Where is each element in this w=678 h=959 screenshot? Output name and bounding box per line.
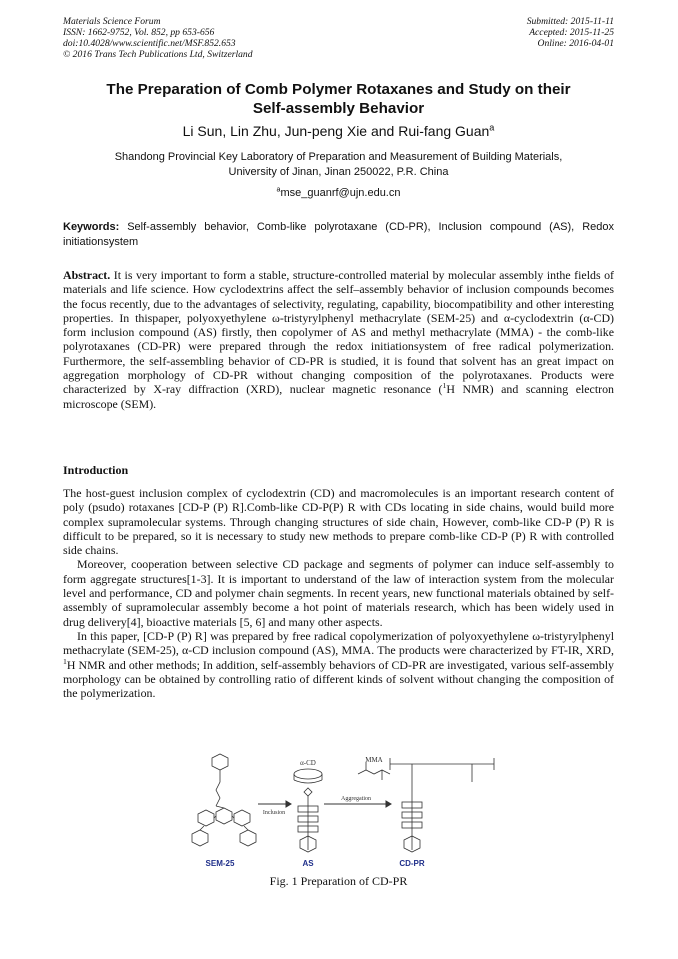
reaction-arrows [258,801,391,807]
submitted-date: Submitted: 2015-11-11 [526,16,614,27]
author-email [63,186,614,200]
arrow-inclusion-label: Inclusion [262,810,286,816]
running-header [63,16,614,64]
title-line-2: Self-assembly Behavior [252,100,425,117]
paper-title [63,80,614,118]
keywords-label: Keywords: [63,221,120,233]
abstract-text-b: H NMR) and scanning electron microscope (SEM). [63,382,614,411]
intro-paragraph-1: The host-guest inclusion complex of cyclodextrin (CD) and macromolecules is an important research content of poly (psudo) rotaxanes [CD-P (P) R].Comb-like CD-P(P) R with CDs locating in side chains, would build more complex supramolecular systems. Through changing structures of side chain, However, comb-like CD-P (P) R is difficult to be prepared, so it is necessary to study new methods to prepare comb-like CD-P (P) R with controlled side chains. [63,486,614,558]
introduction-body [63,486,614,700]
as-structure [298,788,318,852]
email-affil-mark: a [276,185,281,194]
abstract [63,268,614,411]
mma-structure [358,762,390,780]
title-line-1: The Preparation of Comb Polymer Rotaxanes and Study on their [106,81,571,98]
scheme-texts [263,756,383,816]
scheme-figure [190,752,500,870]
keywords [63,220,614,250]
reagent-mma-label: MMA [365,756,383,764]
email-address[interactable]: mse_guanrf@ujn.edu.cn [280,187,401,199]
affiliation [63,150,614,180]
intro-p3-sup: 1 [63,656,67,666]
abstract-text-a: It is very important to form a stable, structure-controlled material by molecular assembly inthe fields of materials and life science. How cyclodextrins affect the self–assembly behavior of inclusion compounds becomes the focus recently, due to the advantages of selectivity, regulating, capability, biocompatibility and other interesting properties. In thispaper, polyoxyethylene ω-tristyrylphenyl methacrylate (SEM-25) and α-cyclodextrin (α-CD) form inclusion compound (AS) firstly, then copolymer of AS and methyl methacrylate (MMA) - the comb-like polyrotaxanes (CD-PR) were prepared through the redox initiationsystem of free radical polymerization. Furthermore, the self-assembling behavior of CD-PR is studied, it is found that solvent has an great impact on aggregation morphology of CD-PR without changing composition of the polyrotaxanes. Products were characterized by X-ray diffraction (XRD), nuclear magnetic resonance ( [63,268,614,397]
accepted-date: Accepted: 2015-11-25 [529,27,614,38]
label-sem-25: SEM-25 [205,859,235,868]
author-names: Li Sun, Lin Zhu, Jun-peng Xie and Rui-fang Guan [182,123,490,139]
cd-pr-structure [390,758,494,852]
keywords-text: Self-assembly behavior, Comb-like polyrotaxane (CD-PR), Inclusion compound (AS), Redox initiationsystem [63,221,614,248]
intro-paragraph-2: Moreover, cooperation between selective CD package and segments of polymer can induce self-assembly to form aggregate structures[1-3]. It is important to understand of the law of interaction system from the molecular level and performance, CD and polymer chain segments. In recent years, new functional materials obtained by self-assembly of supramolecular assembly become a hot point of materials research, which has been widely used in drug delivery[4], bioactive materials [5, 6] and many other aspects. [63,557,614,629]
online-date: Online: 2016-04-01 [537,38,614,49]
author-affil-mark: a [489,122,495,133]
reaction-scheme [190,752,500,870]
copyright: © 2016 Trans Tech Publications Ltd, Switzerland [63,49,253,60]
intro-paragraph-3 [63,629,614,700]
section-heading-introduction: Introduction [63,463,129,477]
author-list [63,123,614,140]
abstract-sup: 1 [442,381,447,391]
reagent-cd-label: α-CD [300,759,316,767]
abstract-label: Abstract. [63,268,111,282]
journal-name: Materials Science Forum [63,16,161,27]
arrow-aggregation-label: Aggregation [341,796,371,802]
intro-p3-b: H NMR and other methods; In addition, self-assembly behaviors of CD-PR are investigated, various self-assembly morphology can be obtained by controlling ratio of different kinds of solvent without changing the composition of the polymerization. [63,657,614,701]
intro-p3-a: In this paper, [CD-P (P) R] was prepared by free radical copolymerization of polyoxyethylene ω-tristyrylphenyl methacrylate (SEM-25), α-CD inclusion compound (AS), MMA. The products were characterized by FT-IR, XRD, [63,628,614,658]
figure-caption: Fig. 1 Preparation of CD-PR [269,874,408,888]
affiliation-line-1: Shandong Provincial Key Laboratory of Preparation and Measurement of Building Materials, [114,151,563,163]
issn: ISSN: 1662-9752, Vol. 852, pp 653-656 [63,27,215,38]
header-right [527,16,614,49]
compound-labels [206,859,425,868]
cd-ring-structure [294,769,322,783]
label-as: AS [302,859,314,868]
label-cd-pr: CD-PR [399,859,425,868]
affiliation-line-2: University of Jinan, Jinan 250022, P.R. China [228,166,449,178]
sem-25-structure [192,754,256,846]
header-left [63,16,253,60]
doi: doi:10.4028/www.scientific.net/MSF.852.653 [63,38,236,49]
